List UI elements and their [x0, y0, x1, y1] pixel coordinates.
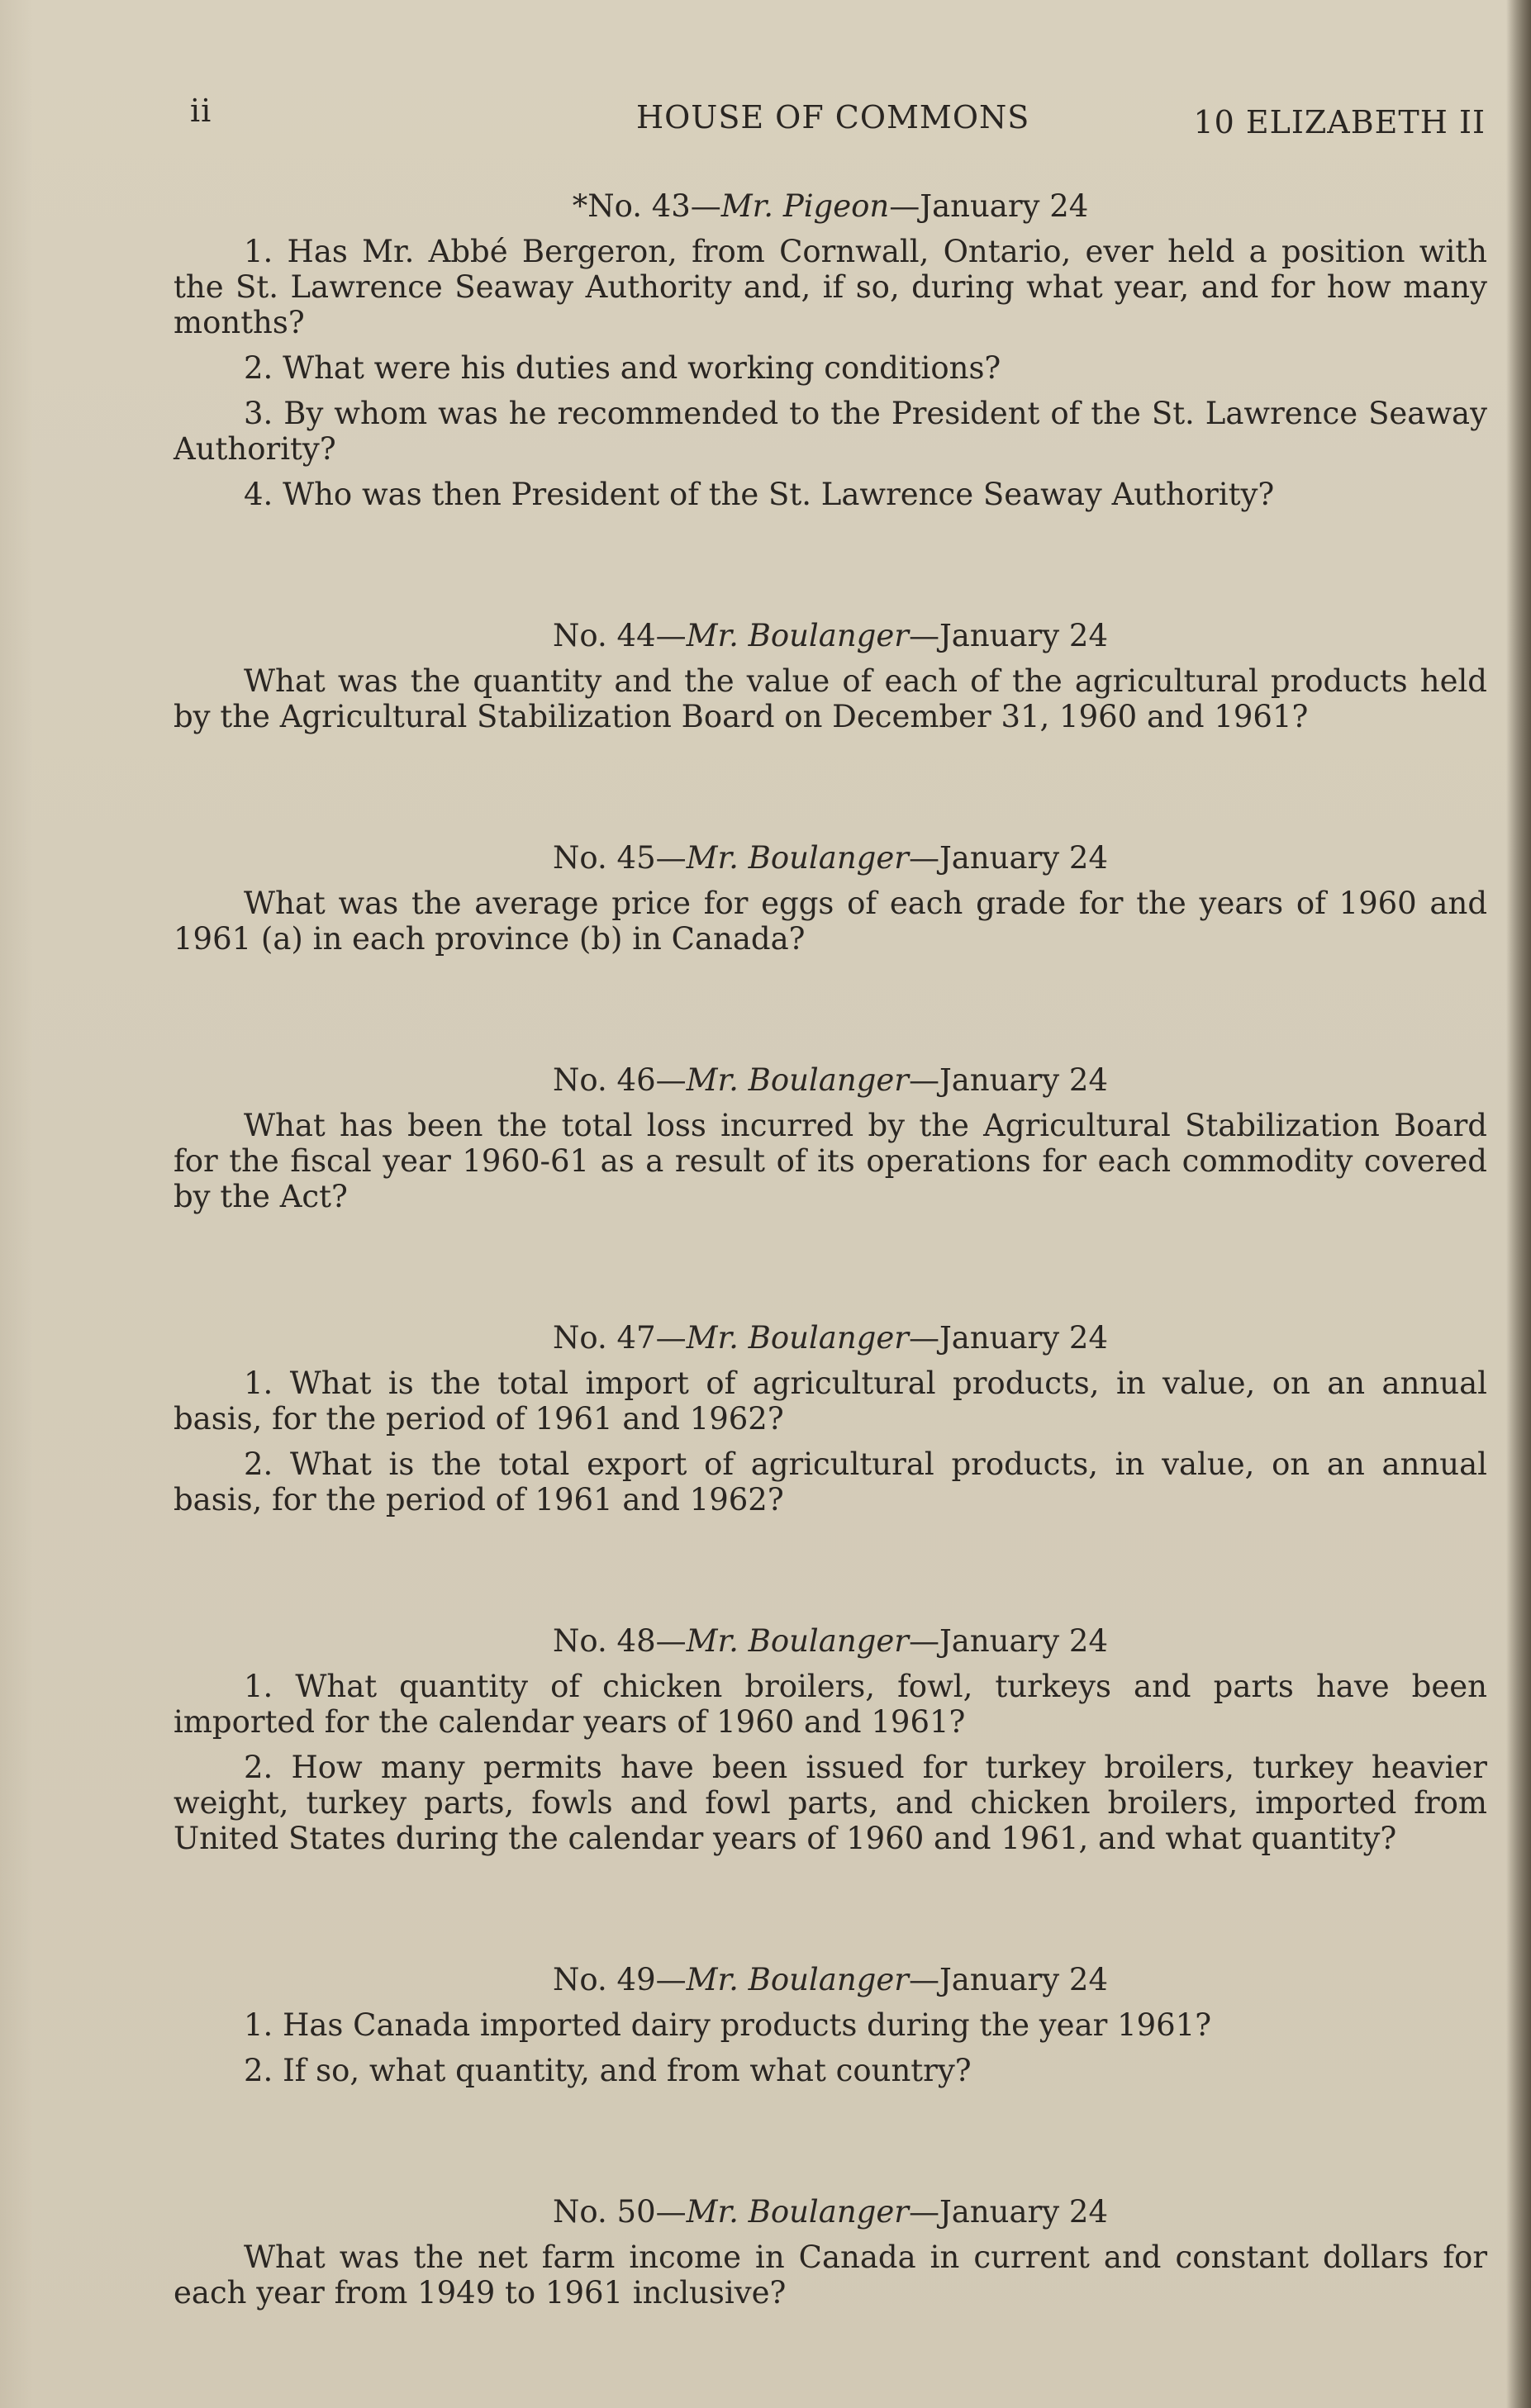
question-block — [174, 188, 1487, 512]
question-heading — [174, 1062, 1487, 1098]
question-paragraph: 2. If so, what quantity, and from what country? — [244, 2053, 972, 2088]
question-paragraph: What was the net farm income in Canada in current and constant dollars for each year from 1949 to 1961 inclusive? — [174, 2239, 1487, 2311]
question-member: Mr. Boulanger — [686, 840, 909, 876]
question-block — [174, 2194, 1487, 2311]
question-member: Mr. Boulanger — [686, 1062, 909, 1098]
question-paragraph: 1. Has Canada imported dairy products during the year 1961? — [244, 2007, 1212, 2043]
question-date: —January 24 — [908, 1320, 1108, 1356]
question-number: No. 49— — [553, 1962, 687, 1997]
question-member: Mr. Boulanger — [686, 2194, 909, 2230]
question-heading — [174, 1320, 1487, 1356]
questions-list — [174, 188, 1487, 2320]
question-member: Mr. Boulanger — [686, 1962, 909, 1997]
question-number: No. 48— — [553, 1623, 687, 1659]
question-date: —January 24 — [908, 618, 1108, 653]
question-member: Mr. Pigeon — [720, 188, 890, 224]
question-heading — [174, 618, 1487, 653]
question-heading — [174, 1623, 1487, 1659]
question-block — [174, 1623, 1487, 1856]
question-block — [174, 1962, 1487, 2088]
question-member: Mr. Boulanger — [686, 618, 909, 653]
question-date: —January 24 — [908, 2194, 1108, 2230]
question-number: No. 47— — [553, 1320, 687, 1356]
question-paragraph: 4. Who was then President of the St. Lawrence Seaway Authority? — [244, 477, 1275, 512]
question-number: No. 46— — [553, 1062, 687, 1098]
question-block — [174, 1062, 1487, 1214]
page-number: ii — [190, 93, 212, 129]
question-date: —January 24 — [908, 1062, 1108, 1098]
question-date: —January 24 — [908, 1623, 1108, 1659]
question-heading — [174, 188, 1487, 224]
question-paragraph: What was the quantity and the value of each of the agricultural products held by the Agricultural Stabilization Board on December 31, 1960 and 1961? — [174, 663, 1487, 734]
question-date: —January 24 — [889, 188, 1089, 224]
question-block — [174, 1320, 1487, 1517]
question-paragraph: 1. Has Mr. Abbé Bergeron, from Cornwall, Ontario, ever held a position with the St. Lawrence Seaway Authority and, if so, during what year, and for how many months? — [174, 234, 1487, 340]
question-paragraph: 2. What were his duties and working conditions? — [244, 350, 1001, 386]
question-date: —January 24 — [908, 1962, 1108, 1997]
question-block — [174, 618, 1487, 734]
question-heading — [174, 2194, 1487, 2230]
question-paragraph: 1. What is the total import of agricultural products, in value, on an annual basis, for the period of 1961 and 1962? — [174, 1365, 1487, 1437]
page-header — [190, 93, 1486, 142]
question-heading — [174, 1962, 1487, 1997]
question-paragraph: 2. What is the total export of agricultural products, in value, on an annual basis, for the period of 1961 and 1962? — [174, 1446, 1487, 1517]
session-label: 10 ELIZABETH II — [1193, 104, 1486, 140]
question-number: No. 44— — [553, 618, 687, 653]
question-paragraph: 1. What quantity of chicken broilers, fowl, turkeys and parts have been imported for the calendar years of 1960 and 1961? — [174, 1669, 1487, 1740]
question-member: Mr. Boulanger — [686, 1623, 909, 1659]
question-paragraph: 3. By whom was he recommended to the President of the St. Lawrence Seaway Authority? — [174, 396, 1487, 467]
question-member: Mr. Boulanger — [686, 1320, 909, 1356]
question-number: No. 50— — [553, 2194, 687, 2230]
question-paragraph: What has been the total loss incurred by the Agricultural Stabilization Board for the fiscal year 1960-61 as a result of its operations for each commodity covered by the Act? — [174, 1108, 1487, 1214]
question-block — [174, 840, 1487, 957]
question-date: —January 24 — [908, 840, 1108, 876]
question-heading — [174, 840, 1487, 876]
question-number: No. 45— — [553, 840, 687, 876]
page-edge-shadow — [1506, 0, 1531, 2408]
page-title: HOUSE OF COMMONS — [636, 99, 1030, 135]
question-paragraph: 2. How many permits have been issued for turkey broilers, turkey heavier weight, turkey parts, fowls and fowl parts, and chicken broilers, imported from United States during the calendar years of 1960 and 1961, and what quantity? — [174, 1750, 1487, 1856]
question-paragraph: What was the average price for eggs of each grade for the years of 1960 and 1961 (a) in each province (b) in Canada? — [174, 886, 1487, 957]
question-number: *No. 43— — [572, 188, 721, 224]
